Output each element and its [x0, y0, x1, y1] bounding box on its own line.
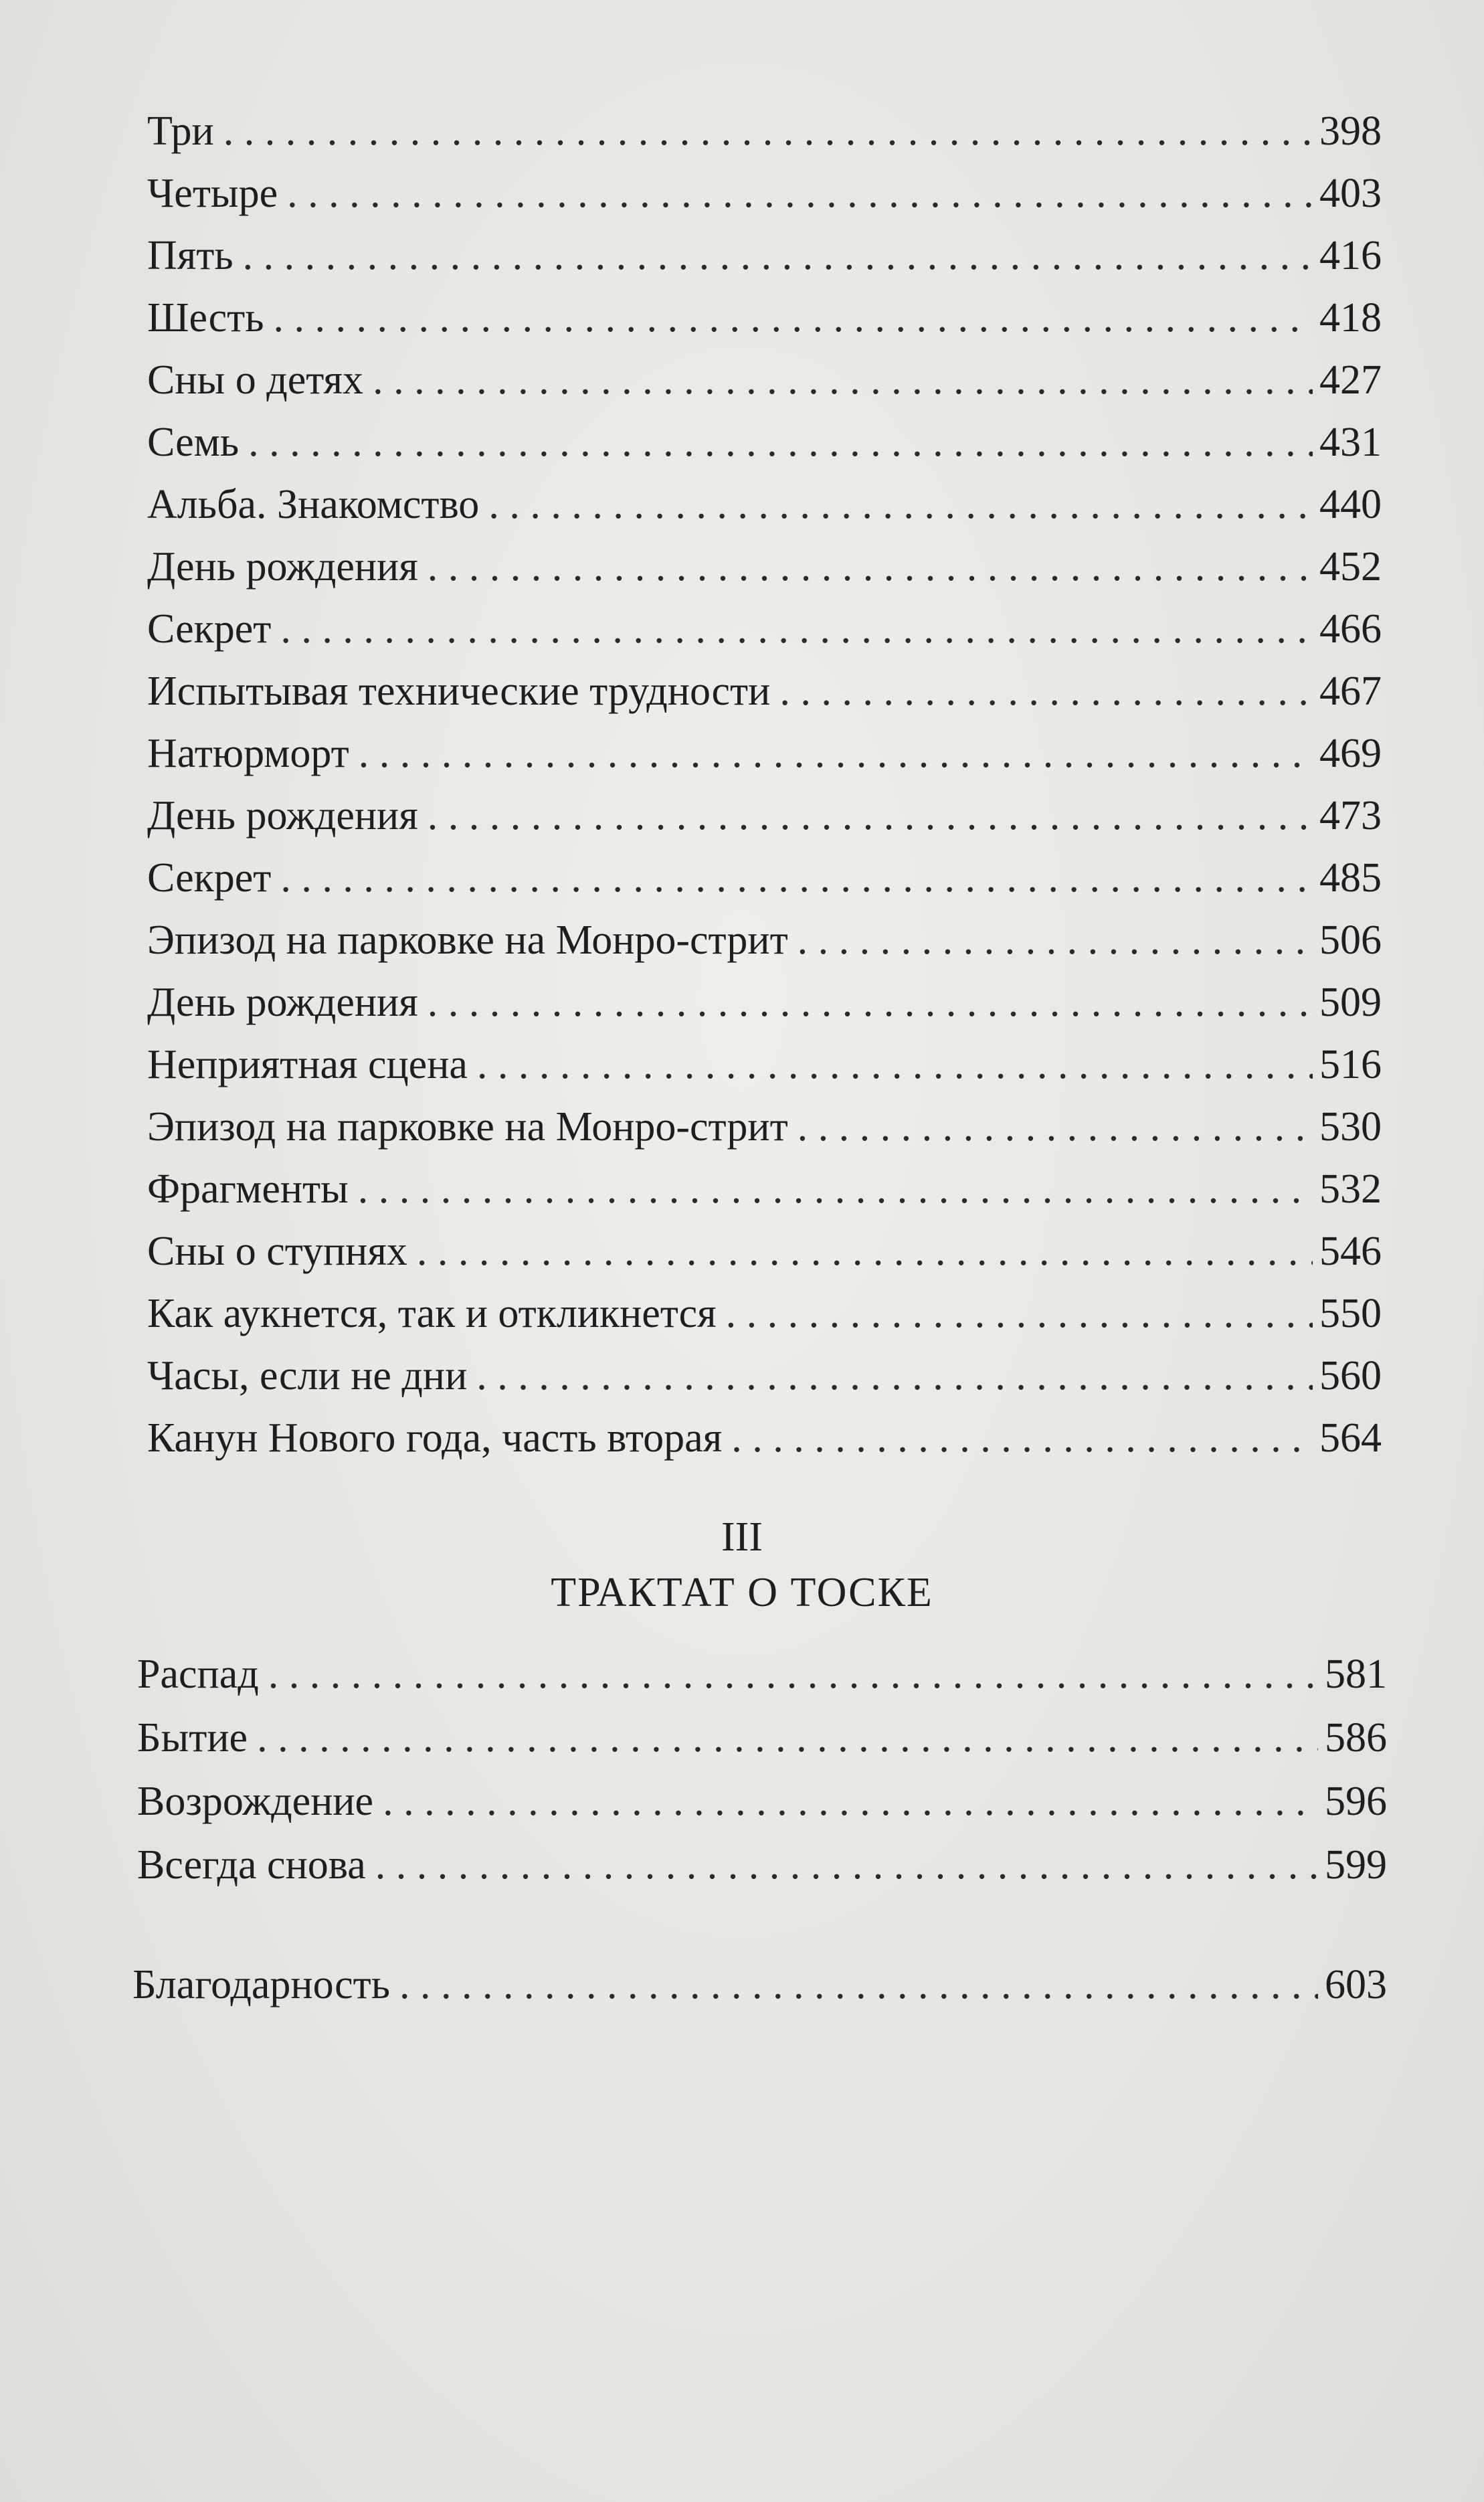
toc-entry-acknowledgements[interactable] — [132, 1954, 1387, 2016]
toc-entry-title: Пять — [147, 233, 234, 278]
toc-entry-page: 431 — [1319, 420, 1382, 465]
toc-entry-page: 546 — [1319, 1229, 1382, 1274]
toc-entry-title: Фрагменты — [147, 1166, 349, 1212]
toc-entry-page: 427 — [1319, 357, 1382, 403]
dot-leader — [399, 1954, 1318, 2016]
toc-entry-page: 467 — [1319, 668, 1382, 714]
toc-entry[interactable] — [147, 598, 1382, 660]
toc-entry[interactable] — [147, 1096, 1382, 1158]
dot-leader — [428, 536, 1313, 598]
dot-leader — [428, 972, 1313, 1034]
toc-entry[interactable] — [147, 972, 1382, 1034]
toc-entry-page: 532 — [1319, 1166, 1382, 1212]
toc-entry-title: Секрет — [147, 606, 272, 652]
dot-leader — [798, 1096, 1313, 1158]
dot-leader — [287, 163, 1313, 225]
toc-entry-title: День рождения — [147, 544, 418, 590]
toc-entry[interactable] — [147, 536, 1382, 598]
toc-entry-page: 581 — [1325, 1651, 1387, 1697]
dot-leader — [731, 1407, 1313, 1469]
dot-leader — [268, 1643, 1318, 1706]
toc-entry[interactable] — [137, 1643, 1387, 1706]
toc-entry-title: День рождения — [147, 980, 418, 1025]
dot-leader — [274, 287, 1313, 349]
dot-leader — [257, 1706, 1318, 1770]
toc-entry-title: Сны о ступнях — [147, 1229, 407, 1274]
toc-entry[interactable] — [137, 1706, 1387, 1770]
toc-entry[interactable] — [147, 660, 1382, 723]
toc-entry[interactable] — [147, 1221, 1382, 1283]
toc-entry-title: Бытие — [137, 1715, 248, 1761]
toc-entry[interactable] — [147, 412, 1382, 474]
toc-entry-title: Часы, если не дни — [147, 1353, 468, 1399]
toc-entry-page: 586 — [1325, 1715, 1387, 1761]
toc-entry-title: Распад — [137, 1651, 259, 1697]
dot-leader — [373, 349, 1313, 412]
toc-entry-title: Семь — [147, 420, 240, 465]
dot-leader — [248, 412, 1313, 474]
toc-entry-title: Как аукнется, так и откликнется — [147, 1291, 717, 1336]
toc-entry-title: Возрождение — [137, 1779, 374, 1824]
toc-entry[interactable] — [147, 163, 1382, 225]
toc-entry-page: 550 — [1319, 1291, 1382, 1336]
dot-leader — [358, 1158, 1313, 1221]
toc-entry[interactable] — [147, 225, 1382, 287]
toc-entry-page: 596 — [1325, 1779, 1387, 1824]
toc-entry-page: 398 — [1319, 108, 1382, 154]
toc-entry[interactable] — [147, 474, 1382, 536]
toc-entry-title: Испытывая технические трудности — [147, 668, 771, 714]
toc-entry[interactable] — [147, 287, 1382, 349]
toc-entry-page: 509 — [1319, 980, 1382, 1025]
toc-entry-page: 452 — [1319, 544, 1382, 590]
toc-acknowledgements — [132, 1954, 1387, 2016]
dot-leader — [428, 785, 1313, 847]
toc-entry-page: 403 — [1319, 171, 1382, 216]
toc-entry-title: Всегда снова — [137, 1842, 366, 1888]
toc-entry-page: 440 — [1319, 482, 1382, 527]
toc-entry-title: Шесть — [147, 295, 264, 341]
toc-entry-page: 466 — [1319, 606, 1382, 652]
toc-entry-title: Канун Нового года, часть вторая — [147, 1415, 723, 1461]
toc-entry-page: 506 — [1319, 917, 1382, 963]
toc-entry[interactable] — [147, 100, 1382, 163]
toc-entry-page: 473 — [1319, 793, 1382, 838]
dot-leader — [417, 1221, 1313, 1283]
toc-entry[interactable] — [137, 1770, 1387, 1834]
dot-leader — [726, 1283, 1313, 1345]
toc-entry-title: Натюрморт — [147, 731, 349, 776]
toc-entry[interactable] — [147, 1034, 1382, 1096]
toc-entry-page: 564 — [1319, 1415, 1382, 1461]
part-title: ТРАКТАТ О ТОСКЕ — [551, 1570, 933, 1615]
toc-entry[interactable] — [137, 1834, 1387, 1897]
toc-entry-title: Три — [147, 108, 214, 154]
dot-leader — [476, 1345, 1313, 1407]
dot-leader — [798, 909, 1313, 972]
toc-entry-title: Альба. Знакомство — [147, 482, 480, 527]
toc-entry-title: Благодарность — [132, 1962, 391, 2007]
toc-entry-title: Секрет — [147, 855, 272, 901]
dot-leader — [280, 598, 1313, 660]
dot-leader — [223, 100, 1313, 163]
toc-entry-page: 485 — [1319, 855, 1382, 901]
toc-entry[interactable] — [147, 909, 1382, 972]
toc-entry-title: Четыре — [147, 171, 278, 216]
dot-leader — [243, 225, 1313, 287]
toc-entry-title: День рождения — [147, 793, 418, 838]
toc-entry-page: 560 — [1319, 1353, 1382, 1399]
dot-leader — [779, 660, 1313, 723]
toc-entry[interactable] — [147, 349, 1382, 412]
toc-entry-page: 416 — [1319, 233, 1382, 278]
dot-leader — [383, 1770, 1318, 1834]
toc-entry[interactable] — [147, 1345, 1382, 1407]
toc-entry-page: 516 — [1319, 1042, 1382, 1087]
toc-entry[interactable] — [147, 723, 1382, 785]
toc-entry-page: 418 — [1319, 295, 1382, 341]
toc-entry[interactable] — [147, 785, 1382, 847]
dot-leader — [488, 474, 1313, 536]
toc-entry-title: Сны о детях — [147, 357, 364, 403]
toc-part-two — [147, 100, 1382, 1469]
dot-leader — [477, 1034, 1313, 1096]
dot-leader — [375, 1834, 1318, 1897]
dot-leader — [359, 723, 1313, 785]
toc-entry-title: Неприятная сцена — [147, 1042, 468, 1087]
toc-entry-page: 469 — [1319, 731, 1382, 776]
dot-leader — [280, 847, 1313, 909]
toc-entry[interactable] — [147, 1407, 1382, 1469]
toc-part-three — [137, 1643, 1387, 1897]
toc-entry-page: 603 — [1325, 1962, 1387, 2007]
toc-entry-title: Эпизод на парковке на Монро-стрит — [147, 917, 788, 963]
toc-entry[interactable] — [147, 847, 1382, 909]
toc-entry-title: Эпизод на парковке на Монро-стрит — [147, 1104, 788, 1150]
part-number: III — [721, 1514, 763, 1560]
toc-entry[interactable] — [147, 1283, 1382, 1345]
toc-entry-page: 599 — [1325, 1842, 1387, 1888]
toc-entry-page: 530 — [1319, 1104, 1382, 1150]
toc-entry[interactable] — [147, 1158, 1382, 1221]
